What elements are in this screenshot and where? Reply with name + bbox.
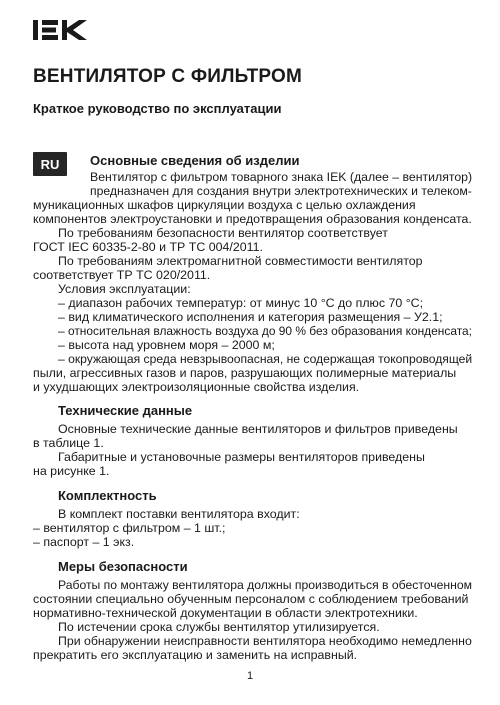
text-line: По истечении срока службы вентилятор утилизируется. (58, 620, 380, 634)
text-line: пыли, агрессивных газов и паров, разрушающих полимерные материалы (33, 366, 457, 380)
text-line: муникационных шкафов циркуляции воздуха с целью охлаждения (33, 198, 416, 212)
page-number: 1 (246, 670, 254, 682)
text-line: Основные технические данные вентиляторов и фильтров приведены (58, 422, 458, 436)
iek-logo (33, 20, 95, 40)
text-line: – вид климатического исполнения и категория размещения – У2.1; (58, 310, 443, 324)
text-line: – высота над уровнем моря – 2000 м; (58, 338, 275, 352)
text-line: соответствует ТР ТС 020/2011. (33, 268, 211, 282)
section-heading-general: Основные сведения об изделии (90, 153, 300, 168)
text-line: В комплект поставки вентилятора входит: (58, 507, 300, 521)
text-line: на рисунке 1. (33, 464, 110, 478)
text-line: По требованиям электромагнитной совместимости вентилятор (58, 254, 423, 268)
text-line: – относительная влажность воздуха до 90 % без образования конденсата; (58, 324, 472, 338)
text-line: компонентов электроустановки и предотвращения образования конденсата. (33, 212, 472, 226)
text-line: При обнаружении неисправности вентилятора необходимо немедленно (58, 634, 472, 648)
text-line: ГОСТ IEC 60335-2-80 и ТР ТС 004/2011. (33, 240, 263, 254)
text-line: состоянии специально обученным персоналом с соблюдением требований (33, 592, 469, 606)
iek-logo-mark (33, 20, 95, 40)
text-line: – вентилятор с фильтром – 1 шт.; (33, 521, 226, 535)
text-line: По требованиям безопасности вентилятор соответствует (58, 226, 388, 240)
page-title: ВЕНТИЛЯТОР С ФИЛЬТРОМ (33, 66, 303, 87)
language-badge: RU (33, 152, 67, 176)
page-subtitle: Краткое руководство по эксплуатации (33, 101, 282, 116)
text-line: в таблице 1. (33, 436, 104, 450)
section-heading-safety: Меры безопасности (58, 559, 188, 574)
text-line: нормативно-технической документации в области электротехники. (33, 606, 418, 620)
text-line: Габаритные и установочные размеры вентиляторов приведены (58, 450, 425, 464)
text-line: Вентилятор с фильтром товарного знака IEK (далее – вентилятор) (90, 170, 473, 184)
text-line: и ухудшающих электроизоляционные свойства изделия. (33, 380, 360, 394)
text-line: предназначен для создания внутри электротехнических и телеком- (90, 184, 472, 198)
text-line: прекратить его эксплуатацию и заменить на исправный. (33, 648, 358, 662)
section-heading-technical: Технические данные (58, 403, 193, 418)
text-line: Условия эксплуатации: (58, 282, 191, 296)
text-line: – паспорт – 1 экз. (33, 535, 135, 549)
section-heading-contents: Комплектность (58, 488, 157, 503)
text-line: – окружающая среда невзрывоопасная, не содержащая токопроводящей (58, 352, 473, 366)
text-line: Работы по монтажу вентилятора должны производиться в обесточенном (58, 578, 472, 592)
text-line: – диапазон рабочих температур: от минус 10 °С до плюс 70 °С; (58, 296, 424, 310)
